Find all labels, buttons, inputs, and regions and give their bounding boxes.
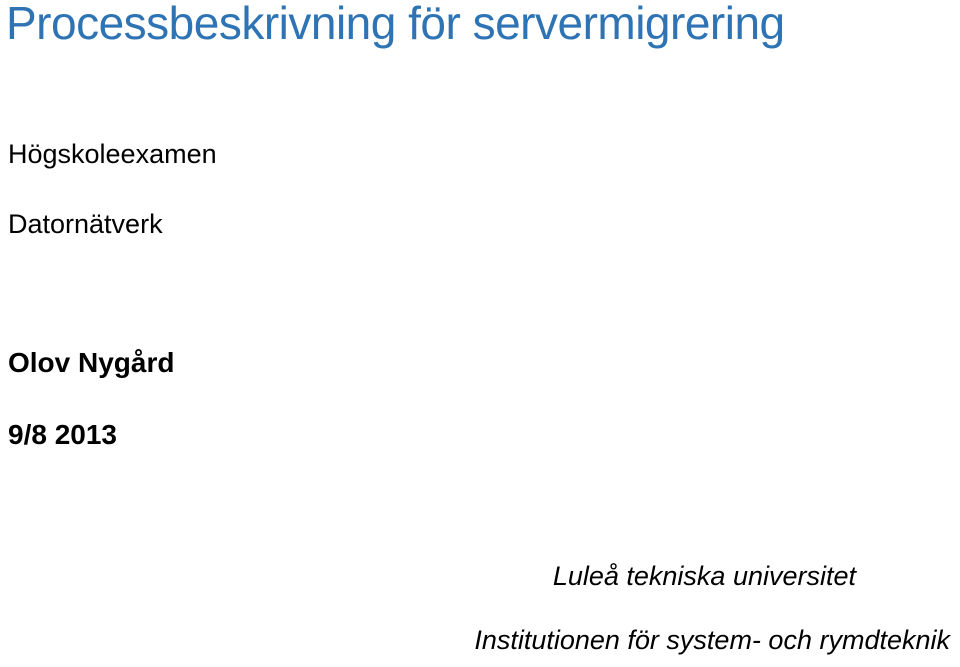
university-name: Luleå tekniska universitet: [552, 561, 856, 591]
subject-label: Datornätverk: [8, 209, 163, 239]
document-date: 9/8 2013: [8, 419, 117, 450]
document-title: Processbeskrivning för servermigrering: [6, 0, 785, 49]
degree-label: Högskoleexamen: [8, 139, 217, 169]
department-name: Institutionen för system- och rymdteknik: [474, 625, 950, 655]
author-name: Olov Nygård: [8, 347, 175, 378]
